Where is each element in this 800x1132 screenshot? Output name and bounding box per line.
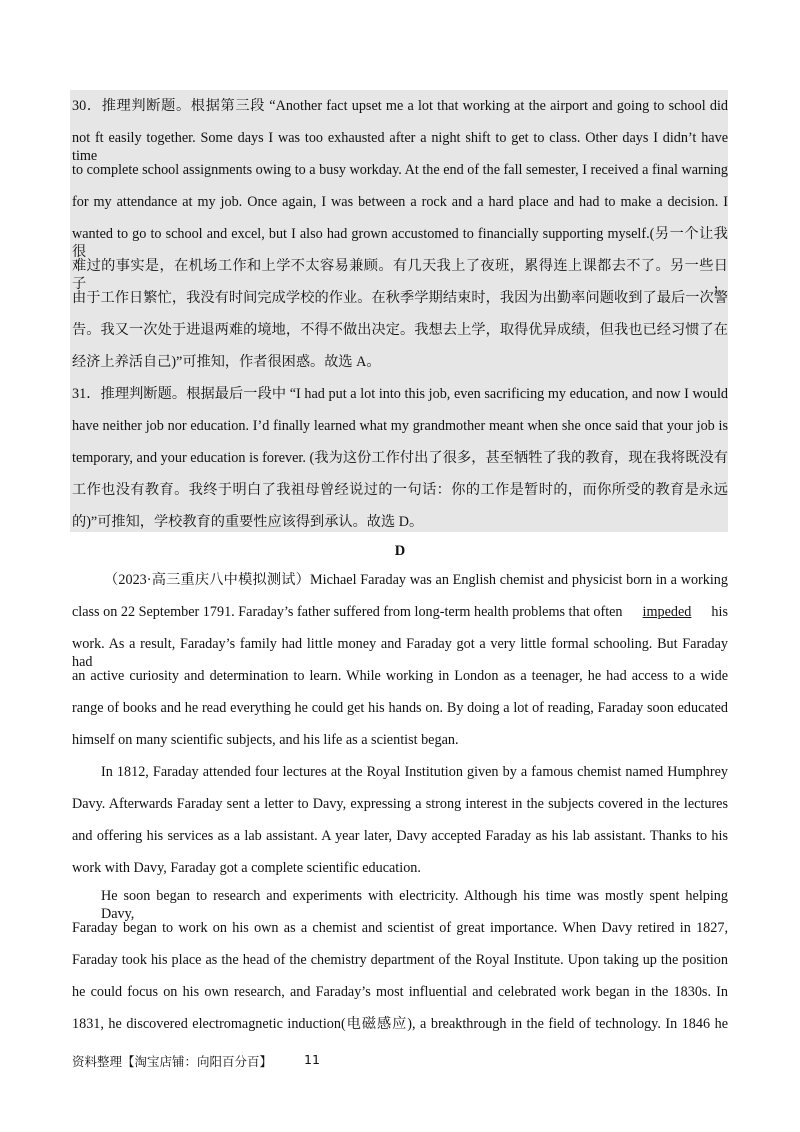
- passage-p1-line-2-text: class on 22 September 1791. Faraday’s father suffered from long-term health problems that often: [72, 604, 623, 620]
- passage-p2-line-2: Davy. Afterwards Faraday sent a letter to Davy, expressing a strong interest in the subjects covered in the lectures: [72, 796, 728, 812]
- q30-line-6: 难过的事实是，在机场工作和上学不太容易兼顾。有几天我上了夜班，累得连上课都去不了。另一些日子，: [72, 258, 728, 292]
- q30-line-4: for my attendance at my job. Once again, I was between a rock and a hard place and had to make a decision. I: [72, 194, 728, 210]
- passage-p2-line-4: work with Davy, Faraday got a complete scientific education.: [72, 860, 421, 876]
- q30-line-7: 由于工作日繁忙，我没有时间完成学校的作业。在秋季学期结束时，我因为出勤率问题收到了最后一次警: [72, 290, 728, 306]
- passage-p1-line-2-end: his: [711, 604, 728, 620]
- passage-p3-line-2: Faraday began to work on his own as a chemist and scientist of great importance. When Davy retired in 1827,: [72, 920, 728, 936]
- footer-source: 资料整理【淘宝店铺：向阳百分百】: [72, 1054, 273, 1069]
- passage-p1-line-1: （2023·高三重庆八中模拟测试）Michael Faraday was an English chemist and physicist born in a working: [104, 572, 728, 588]
- page-number: 11: [304, 1052, 320, 1067]
- passage-p1-line-3: work. As a result, Faraday’s family had little money and Faraday got a very little formal schooling. But Faraday had: [72, 636, 728, 670]
- q30-line-2: not ft easily together. Some days I was too exhausted after a night shift to get to class. Other days I didn’t have time: [72, 130, 728, 164]
- passage-p3-line-4: he could focus on his own research, and Faraday’s most influential and celebrated work began in the 1830s. In: [72, 984, 728, 1000]
- q31-line-4: 工作也没有教育。我终于明白了我祖母曾经说过的一句话：你的工作是暂时的，而你所受的教育是永远: [72, 482, 728, 498]
- q30-line-9: 经济上养活自己)”可推知，作者很困惑。故选 A。: [72, 354, 381, 370]
- section-heading: D: [394, 543, 406, 559]
- passage-p1-line-6: himself on many scientific subjects, and his life as a scientist began.: [72, 732, 459, 748]
- passage-p3-line-1: He soon began to research and experiments with electricity. Although his time was mostly spent helping Davy,: [101, 888, 728, 922]
- q30-line-1: 30．推理判断题。根据第三段 “Another fact upset me a lot that working at the airport and going to school did: [72, 98, 728, 114]
- passage-p2-line-1: In 1812, Faraday attended four lectures at the Royal Institution given by a famous chemist named Humphrey: [101, 764, 728, 780]
- q30-line-8: 告。我又一次处于进退两难的境地，不得不做出决定。我想去上学，取得优异成绩，但我也已经习惯了在: [72, 322, 728, 338]
- passage-p1-line-2: [72, 603, 728, 621]
- q31-line-5: 的)”可推知，学校教育的重要性应该得到承认。故选 D。: [72, 514, 424, 530]
- passage-p1-line-4: an active curiosity and determination to learn. While working in London as a teenager, he had access to a wide: [72, 668, 728, 684]
- underlined-word: impeded: [642, 604, 692, 620]
- q31-line-2: have neither job nor education. I’d finally learned what my grandmother meant when she once said that your job is: [72, 418, 728, 434]
- passage-p2-line-3: and offering his services as a lab assistant. A year later, Davy accepted Faraday as his lab assistant. Thanks to his: [72, 828, 728, 844]
- passage-p1-line-5: range of books and he read everything he could get his hands on. By doing a lot of reading, Faraday soon educated: [72, 700, 728, 716]
- passage-p3-line-5: 1831, he discovered electromagnetic induction(电磁感应), a breakthrough in the field of technology. In 1846 he: [72, 1016, 728, 1032]
- q30-line-5: wanted to go to school and excel, but I also had grown accustomed to financially supporting myself.(另一个让我很: [72, 226, 728, 260]
- q31-line-1: 31．推理判断题。根据最后一段中 “I had put a lot into this job, even sacrificing my education, and now I would: [72, 386, 728, 402]
- q30-line-3: to complete school assignments owing to a busy workday. At the end of the fall semester, I received a final warning: [72, 162, 728, 178]
- passage-p3-line-3: Faraday took his place as the head of the chemistry department of the Royal Institute. Upon taking up the position: [72, 952, 728, 968]
- q31-line-3: temporary, and your education is forever. (我为这份工作付出了很多，甚至牺牲了我的教育，现在我将既没有: [72, 450, 728, 466]
